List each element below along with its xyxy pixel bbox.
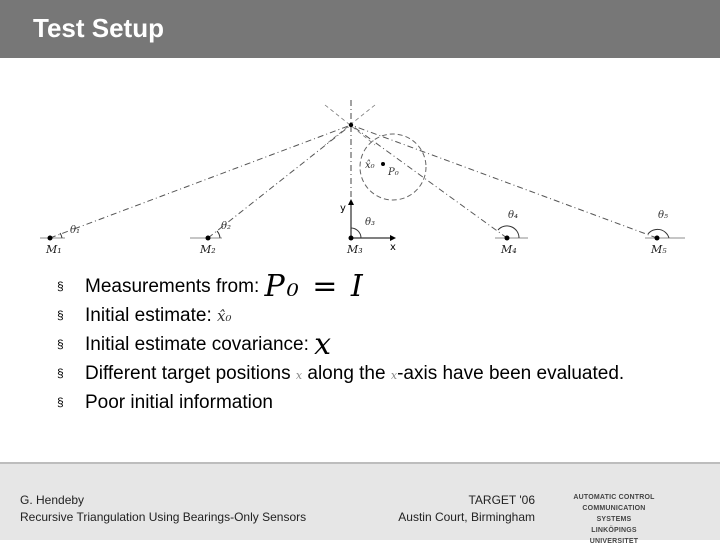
sensor-point-5 [655,236,660,241]
bullet-math: x̂₀ [217,307,232,325]
footer-divider [0,462,720,464]
bullet-marker: § [57,279,64,293]
angle-label-5: θ₅ [658,210,669,221]
sensor-label-5: M₅ [651,243,667,256]
bullet-math: P₀ = I [264,269,365,304]
sensor-point-1 [48,236,53,241]
angle-label-3: θ₃ [365,217,376,228]
footer-event: TARGET '06 [468,493,535,507]
bullet-math: x [390,369,398,382]
bullet-marker: § [57,366,64,380]
sensor-label-3: M₃ [347,243,363,256]
bullet-text: Initial estimate: [85,305,212,326]
bullet-text: Initial estimate covariance: [85,334,309,355]
bullet-item-initial-estimate [57,301,707,330]
angle-label-1: θ₁ [70,225,81,236]
slide-header [0,0,720,58]
estimate-point [381,162,385,166]
bearing-line-1 [50,125,351,238]
footer-talk-title: Recursive Triangulation Using Bearings-Only Sensors [20,510,307,524]
bullet-item-measurements [57,269,707,304]
bullet-marker: § [57,337,64,351]
x-axis-label: x [390,242,396,253]
slide-title: Test Setup [33,13,164,43]
sensor-label-4: M₄ [501,243,517,256]
sensor-point-4 [505,236,510,241]
footer-institution: AUTOMATIC CONTROL COMMUNICATION SYSTEMS LINKÖPINGS UNIVERSITET [573,494,655,545]
sensor-point-3 [349,236,354,241]
bullet-item-target-positions [57,359,707,388]
test-setup-figure [40,95,700,265]
footer-venue: Austin Court, Birmingham [398,510,535,524]
covariance-label: P₀ [388,167,399,178]
bullet-text: Poor initial information [85,392,273,413]
bullet-marker: § [57,308,64,322]
target-point [349,123,353,127]
slide-footer [0,462,720,545]
bullet-item-covariance [57,327,707,362]
sensor-label-2: M₂ [200,243,216,256]
angle-label-4: θ₄ [508,210,519,221]
footer-author: G. Hendeby [20,493,85,507]
sensor-label-1: M₁ [46,243,62,256]
bullet-text: along the [307,363,386,384]
bullet-item-poor-information [57,388,707,417]
bullet-math: x [295,369,303,382]
y-axis-label: y [340,203,346,214]
sensor-point-2 [206,236,211,241]
angle-label-2: θ₂ [221,221,232,232]
bearing-line-5 [351,125,657,238]
bullet-text: Measurements from: [85,276,260,297]
bullet-text: Different target positions [85,363,291,384]
estimate-label: x̂₀ [365,160,375,171]
bullet-marker: § [57,395,64,409]
bullet-list [57,269,707,417]
bullet-text: -axis have been evaluated. [397,363,625,384]
bullet-math: x [314,327,334,362]
